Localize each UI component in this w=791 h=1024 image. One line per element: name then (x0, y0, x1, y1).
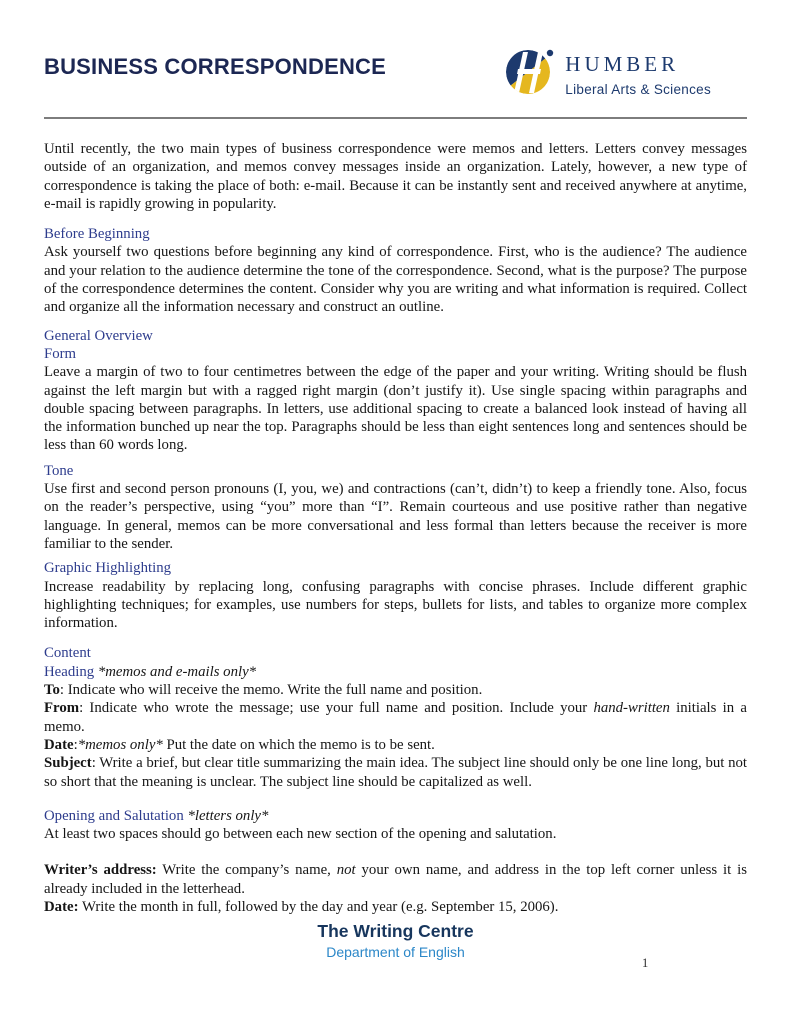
humber-logo-icon (504, 45, 556, 102)
heading-content: Content (44, 645, 91, 662)
intro-paragraph: Until recently, the two main types of business correspondence were memos and letters. Letters convey messages outside of an organization, and memos convey messages inside an organization. Lately, however, a new type of correspondence is taking the place of both: e-mail. Because it can be instantly sent and received anywhere at anytime, e-mail is rapidly growing in popularity. (44, 141, 747, 212)
tone-paragraph: Use first and second person pronouns (I, you, we) and contractions (can’t, didn’t) to keep a friendly tone. Also, focus on the reader’s perspective, using “you” more than “I”. Remain courteous and use positive rather than negative language. In general, memos can be more conversational and less formal than letters because the receiver is more familiar to the sender. (44, 481, 747, 552)
document-header (44, 0, 747, 102)
opening-salutation-paragraph: At least two spaces should go between each new section of the opening and salutation. (44, 826, 557, 843)
document-body (44, 140, 747, 916)
subject-line: Subject: Write a brief, but clear title summarizing the main idea. The subject line should only be one line long, but not so short that the meaning is unclear. The subject line should be capitalized as well. (44, 755, 747, 790)
page-title: BUSINESS CORRESPONDENCE (44, 54, 386, 79)
header-divider (44, 117, 747, 119)
heading-before-beginning: Before Beginning (44, 226, 150, 243)
page-number: 1 (642, 956, 649, 970)
writers-address-line: Writer’s address: Write the company’s name, not your own name, and address in the top left corner unless it is already included in the letterhead. (44, 862, 747, 897)
document-footer (44, 921, 747, 960)
heading-general-overview: General Overview (44, 327, 153, 344)
logo-subtitle: Liberal Arts & Sciences (565, 82, 711, 97)
humber-logo (504, 45, 711, 102)
humber-logo-text (565, 45, 711, 102)
logo-wordmark: HUMBER (565, 52, 680, 76)
form-paragraph: Leave a margin of two to four centimetres between the edge of the paper and your writing. Writing should be flush against the left margin but with a ragged right margin (don’t justify it). Use single spacing within paragraphs and double spacing between paragraphs. In letters, use additional spacing to create a balanced look instead of having all the information bunched up near the top. Paragraphs should be less than eight sentences long and sentences should be less than 60 words long. (44, 364, 747, 454)
footer-writing-centre: The Writing Centre (317, 921, 474, 942)
before-beginning-paragraph: Ask yourself two questions before beginning any kind of correspondence. First, who is the audience? The audience and your relation to the audience determine the tone of the correspondence. Second, what is the purpose? The purpose of the correspondence determines the content. Consider why you are writing and what information is required. Collect and organize all the information necessary and construct an outline. (44, 244, 747, 316)
graphic-highlighting-paragraph: Increase readability by replacing long, confusing paragraphs with concise phrases. Include different graphic highlighting techniques; for examples, use numbers for steps, bullets for lists, and tables to organize more complex information. (44, 578, 747, 632)
date-memo-line: Date:*memos only* Put the date on which the memo is to be sent. (44, 736, 435, 753)
heading-heading-sub: Heading *memos and e-mails only* (44, 663, 257, 680)
footer-department: Department of English (326, 944, 465, 961)
heading-graphic-highlighting: Graphic Highlighting (44, 560, 171, 577)
from-line: From: Indicate who wrote the message; use your full name and position. Include your hand-written initials in a memo. (44, 700, 747, 735)
heading-tone: Tone (44, 462, 74, 479)
heading-form: Form (44, 345, 77, 362)
to-line: To: Indicate who will receive the memo. Write the full name and position. (44, 682, 483, 699)
date-letter-line: Date: Write the month in full, followed by the day and year (e.g. September 15, 2006). (44, 898, 559, 915)
heading-opening-salutation: Opening and Salutation *letters only* (44, 807, 269, 824)
